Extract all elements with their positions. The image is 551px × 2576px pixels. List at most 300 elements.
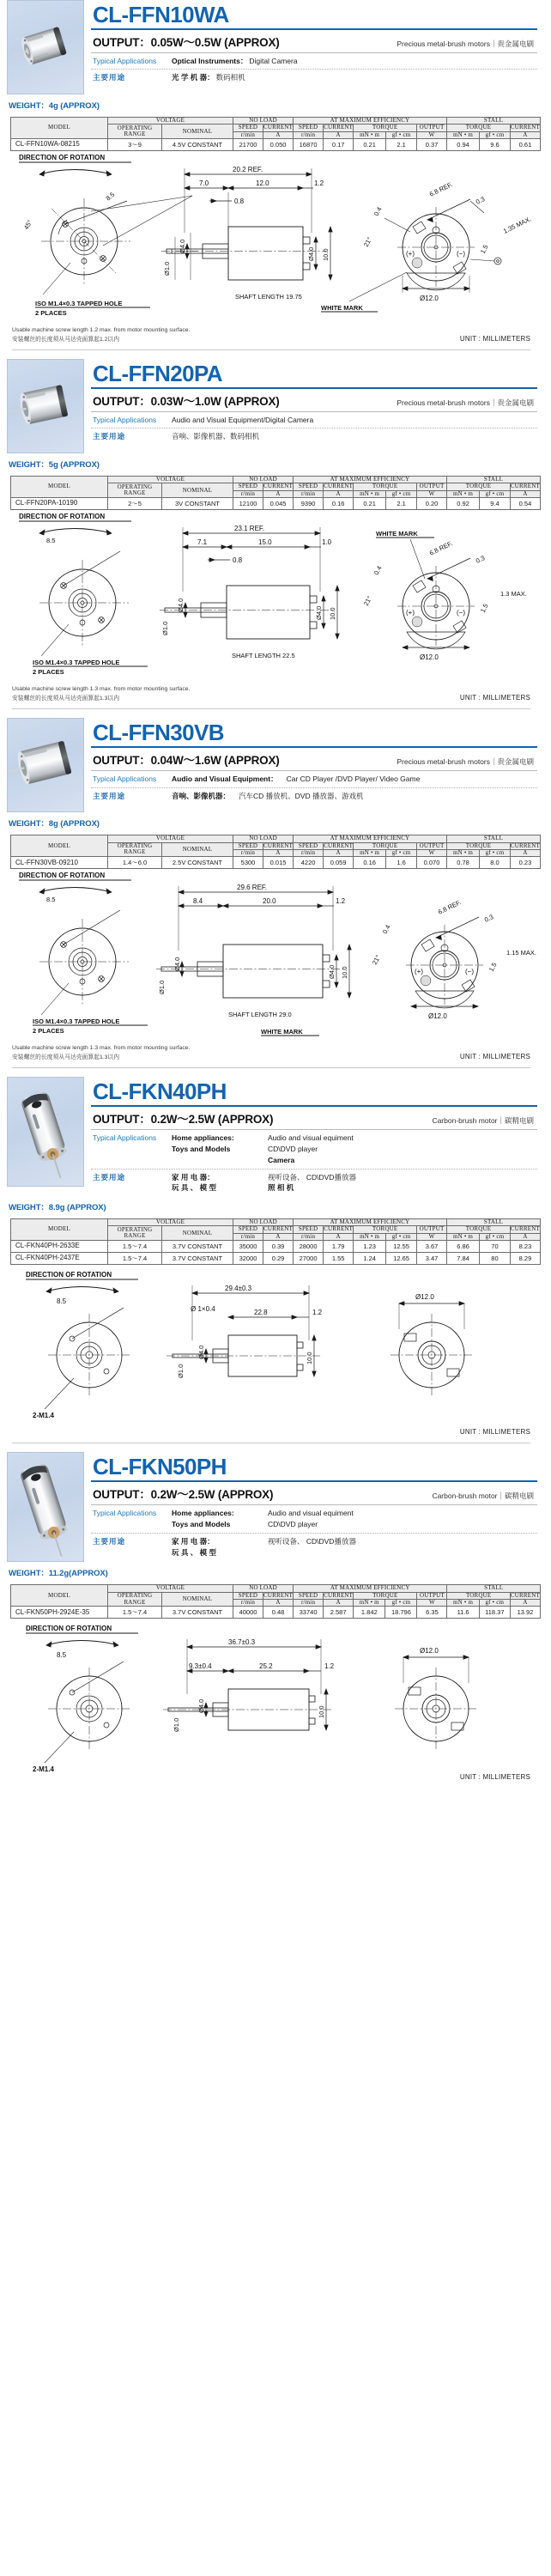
unit-me-gfcm: gf • cm: [386, 1233, 417, 1240]
th-nl-current: CURRENT: [263, 1591, 294, 1599]
dim-a-label: 8.4: [193, 897, 203, 906]
weight-label: WEIGHT：5g (APPROX): [9, 460, 100, 471]
total-length-label: 29.6 REF.: [237, 884, 268, 892]
terminal-minus-label: (−): [457, 609, 465, 617]
th-me-current: CURRENT: [324, 483, 354, 490]
th-me-output: OUTPUT: [417, 125, 447, 131]
th-me-current: CURRENT: [324, 1225, 354, 1233]
footer-notes: [7, 682, 537, 703]
th-nominal: NOMINAL: [162, 125, 233, 139]
cell-range: 1.5～7.4: [108, 1241, 162, 1253]
th-me-current: CURRENT: [324, 841, 354, 849]
cell-me-mnm: 1.24: [354, 1253, 386, 1265]
unit-note: UNIT : MILLIMETERS: [459, 334, 530, 343]
cell-stall-mnm: 0.94: [447, 139, 480, 151]
dim-a-label: 9.3±0.4: [189, 1662, 212, 1671]
cell-stall-gfcm: 9.6: [480, 139, 511, 151]
dim-b-label: 25.2: [259, 1662, 273, 1671]
shaft-length-label: SHAFT LENGTH 22.5: [232, 652, 295, 660]
unit-nl-speed: r/min: [233, 1233, 263, 1240]
th-me-current: CURRENT: [324, 1591, 354, 1599]
th-me-output: OUTPUT: [417, 842, 447, 849]
unit-nl-current: A: [263, 1233, 294, 1240]
dimension-drawing: [7, 1619, 551, 1774]
screw-note-cn: 安装螺丝的长度须从马达壳面算起1.2以内: [12, 336, 119, 343]
th-max-eff: AT MAXIMUM EFFICIENCY: [294, 477, 447, 483]
shaft-length-label: SHAFT LENGTH 19.75: [235, 293, 302, 301]
t15-label: 1.5: [478, 243, 490, 255]
th-nl-speed: SPEED: [233, 125, 263, 131]
th-me-torque: TORQUE: [354, 842, 417, 849]
dim-small-label: 0.8: [233, 556, 243, 565]
specification-table: [10, 117, 541, 151]
app-cat-en-0: Home appliances:: [172, 1509, 234, 1518]
th-stall-torque: TORQUE: [447, 1226, 511, 1233]
app-cat-en-2: Toys and Models: [172, 1145, 231, 1154]
cell-me-current: 1.79: [324, 1241, 354, 1253]
unit-stall-mnm: mN • m: [447, 1600, 479, 1607]
cell-range: 1.5～7.4: [108, 1607, 162, 1619]
unit-stall-mnm: mN • m: [447, 131, 480, 138]
app-cat-cn-1: 玩 具 、 模 型: [172, 1547, 216, 1557]
unit-stall-current: A: [510, 131, 540, 138]
th-me-torque: TORQUE: [354, 483, 417, 490]
unit-nl-speed: r/min: [233, 490, 263, 497]
th-voltage: VOLTAGE: [108, 1585, 233, 1592]
th-stall-torque: TORQUE: [447, 1592, 510, 1599]
unit-stall-current: A: [510, 490, 540, 497]
dimension-drawing: [7, 151, 551, 323]
th-me-speed: SPEED: [294, 1592, 324, 1599]
rotation-label: DIRECTION OF ROTATION: [26, 1271, 112, 1279]
th-stall-current: CURRENT: [510, 841, 540, 849]
cell-stall-current: 0.54: [510, 498, 540, 510]
product-photo: [7, 359, 84, 453]
cell-nominal: 2.5V CONSTANT: [162, 857, 233, 869]
page-title: CL-FKN40PH: [93, 1078, 227, 1105]
th-nl-speed: SPEED: [233, 483, 263, 490]
dimension-drawing: [7, 1265, 551, 1424]
product-section-fkn40ph: [0, 1077, 544, 1443]
tapped-hole-note: 2-M1.4: [33, 1412, 54, 1420]
th-no-load: NO LOAD: [233, 1219, 294, 1226]
th-stall-current: CURRENT: [510, 124, 540, 131]
terminal-ref-label: 6.8 REF.: [436, 898, 463, 917]
cell-nominal: 3.7V CONSTANT: [162, 1253, 233, 1265]
specification-table: [10, 835, 541, 869]
unit-me-w: W: [417, 1600, 447, 1607]
application-value-cn: 音响、影像机器、数码相机: [172, 432, 260, 441]
app-cat-cn-0: 家 用 电 器：: [172, 1172, 215, 1182]
tapped-hole-note: ISO M1.4×0.3 TAPPED HOLE: [33, 1018, 120, 1026]
unit-stall-mnm: mN • m: [447, 490, 480, 497]
dim-b-label: 12.0: [256, 179, 269, 188]
cell-range: 1.4～6.0: [108, 857, 162, 869]
typical-applications-label: Typical Applications: [93, 57, 157, 65]
cell-me-w: 0.37: [417, 139, 447, 151]
cell-nl-current: 0.045: [263, 498, 294, 510]
t04-label: 0.4: [380, 923, 392, 936]
pcd-label: 8.5: [46, 896, 56, 904]
boss-dia-label: Ø4.0: [197, 1699, 205, 1714]
app-cat-en-2: Toys and Models: [172, 1520, 231, 1529]
typical-applications-label: Typical Applications: [93, 775, 157, 784]
unit-me-gfcm: gf • cm: [386, 849, 417, 856]
rotation-label: DIRECTION OF ROTATION: [19, 872, 106, 880]
weight-label: WEIGHT：8g (APPROX): [9, 819, 100, 829]
cell-me-mnm: 1.23: [354, 1241, 386, 1253]
tapped-hole-places: 2 PLACES: [33, 1027, 64, 1036]
th-stall: STALL: [447, 118, 541, 125]
height-label: 10.0: [329, 607, 336, 621]
screw-note-cn: 安装螺丝的长度须从马达壳面算起1.3以内: [12, 695, 119, 702]
weight-label: WEIGHT：11.2g(APPROX): [9, 1569, 108, 1579]
unit-me-w: W: [417, 131, 447, 138]
cell-stall-gfcm: 118.37: [479, 1607, 510, 1619]
boss-dia-label: Ø4.0: [197, 1345, 205, 1360]
cell-me-mnm: 0.16: [354, 857, 386, 869]
unit-me-speed: r/min: [294, 131, 324, 138]
cell-stall-current: 8.23: [510, 1241, 540, 1253]
cell-model: CL-FKN40PH-2437E: [11, 1253, 108, 1265]
table-row: [11, 1241, 541, 1253]
unit-me-current: A: [324, 131, 354, 138]
t04-label: 0.4: [372, 564, 384, 577]
cell-stall-mnm: 0.92: [447, 498, 480, 510]
th-me-speed: SPEED: [294, 483, 324, 490]
th-nl-current: CURRENT: [263, 483, 294, 490]
cell-me-gfcm: 2.1: [386, 139, 417, 151]
output-spec: OUTPUT：0.2W～2.5W (APPROX): [93, 1488, 274, 1502]
application-category-en: Optical Instruments：: [172, 57, 248, 65]
application-category-cn: 光 学 机 器：: [172, 73, 215, 82]
height-label: 10.0: [318, 1705, 325, 1719]
cell-stall-mnm: 0.78: [447, 857, 480, 869]
output-spec: OUTPUT：0.04W～1.6W (APPROX): [93, 754, 280, 768]
app-cat-en-0: Home appliances:: [172, 1133, 234, 1143]
th-me-speed: SPEED: [294, 842, 324, 849]
section-divider: [12, 349, 530, 350]
screw-note-en: Usable machine screw length 1.3 max. from motor mounting surface.: [12, 686, 191, 693]
cell-me-speed: 4220: [294, 857, 324, 869]
cell-nl-speed: 40000: [233, 1607, 263, 1619]
output-spec: OUTPUT：0.05W～0.5W (APPROX): [93, 36, 280, 49]
boss-dia2-label: Ø4.0: [307, 246, 315, 262]
dim-c-label: 1.2: [336, 897, 346, 906]
th-nominal: NOMINAL: [162, 1226, 233, 1241]
height-label: 10.0: [322, 248, 330, 262]
th-stall: STALL: [447, 835, 541, 842]
pcd-label: 8.5: [57, 1297, 67, 1306]
cell-me-gfcm: 2.1: [386, 498, 417, 510]
th-operating-range: OPERATING RANGE: [108, 1226, 162, 1241]
unit-me-current: A: [324, 1600, 354, 1607]
th-stall-current: CURRENT: [510, 483, 540, 490]
th-me-speed: SPEED: [294, 125, 324, 131]
screw-note-en: Usable machine screw length 1.3 max. from motor mounting surface.: [12, 1045, 191, 1052]
cell-me-current: 0.059: [324, 857, 354, 869]
th-me-torque: TORQUE: [354, 125, 417, 131]
terminal-ref-label: 6.8 REF.: [427, 539, 454, 557]
t135-label: 1.3 MAX.: [500, 590, 527, 598]
cell-me-w: 3.47: [417, 1253, 447, 1265]
unit-note: UNIT : MILLIMETERS: [459, 1052, 530, 1060]
cell-range: 2～5: [108, 498, 162, 510]
app-cat-cn-0: 家 用 电 器：: [172, 1536, 215, 1546]
th-max-eff: AT MAXIMUM EFFICIENCY: [294, 118, 447, 125]
boss-dia-label: Ø4.0: [179, 239, 186, 254]
th-stall: STALL: [447, 477, 541, 483]
boss-dia2-label: Ø4.0: [328, 964, 336, 980]
app-val-cn-1: 照 相 机: [268, 1183, 294, 1193]
cell-nl-speed: 5300: [233, 857, 263, 869]
shaft-dia-label: Ø1.0: [173, 1718, 180, 1733]
t03-label: 0.3: [474, 195, 487, 206]
applications-label-cn: 主要用途: [93, 1172, 126, 1182]
tapped-hole-note: ISO M1.4×0.3 TAPPED HOLE: [35, 300, 123, 308]
page-title: CL-FFN30VB: [93, 720, 224, 746]
th-operating-range: OPERATING RANGE: [108, 483, 162, 498]
table-row: [11, 1253, 541, 1265]
unit-me-current: A: [324, 490, 354, 497]
cell-nl-current: 0.015: [263, 857, 294, 869]
dim-b-label: 15.0: [258, 538, 272, 547]
product-photo: [7, 718, 84, 812]
unit-me-gfcm: gf • cm: [386, 131, 417, 138]
t135-label: 1.15 MAX.: [506, 949, 537, 957]
th-voltage: VOLTAGE: [108, 1219, 233, 1226]
unit-stall-current: A: [510, 1233, 540, 1240]
terminal-ref-label: 6.8 REF.: [427, 180, 454, 198]
footer-notes: [7, 1041, 537, 1062]
th-nominal: NOMINAL: [162, 1592, 233, 1607]
table-row: [11, 1607, 541, 1619]
typical-applications-label: Typical Applications: [93, 1133, 157, 1143]
white-mark-label: WHITE MARK: [321, 304, 363, 313]
screw-note-cn: 安装螺丝的长度须从马达壳面算起1.3以内: [12, 1054, 119, 1060]
unit-me-speed: r/min: [294, 1600, 324, 1607]
pcd-label: 8.5: [46, 537, 56, 545]
th-no-load: NO LOAD: [233, 835, 294, 842]
th-stall-torque: TORQUE: [447, 842, 511, 849]
pcd-label: 8.5: [104, 190, 117, 203]
rotation-label: DIRECTION OF ROTATION: [19, 513, 106, 521]
th-me-torque: TORQUE: [354, 1226, 417, 1233]
total-length-label: 23.1 REF.: [234, 525, 265, 533]
app-val-en-0: Audio and visual equiment: [268, 1509, 354, 1518]
cell-stall-mnm: 6.86: [447, 1241, 480, 1253]
weight-label: WEIGHT：4g (APPROX): [9, 101, 100, 111]
cell-nl-current: 0.48: [263, 1607, 294, 1619]
cell-me-current: 0.16: [324, 498, 354, 510]
cell-stall-gfcm: 9.4: [480, 498, 511, 510]
th-model: MODEL: [11, 477, 108, 498]
unit-me-gfcm: gf • cm: [385, 1600, 417, 1607]
th-operating-range: OPERATING RANGE: [108, 125, 162, 139]
dimension-drawing: [7, 869, 551, 1041]
applications-label-cn: 主要用途: [93, 432, 126, 441]
unit-me-mnm: mN • m: [354, 490, 386, 497]
th-stall-torque: TORQUE: [447, 125, 511, 131]
cell-me-speed: 33740: [294, 1607, 324, 1619]
cell-me-gfcm: 12.65: [386, 1253, 417, 1265]
th-model: MODEL: [11, 1585, 108, 1607]
cell-me-w: 3.67: [417, 1241, 447, 1253]
terminal-plus-label: (+): [406, 609, 415, 617]
cell-model: CL-FFN20PA-10190: [11, 498, 108, 510]
product-section-ffn30vb: [0, 718, 544, 1068]
t03-label: 0.3: [474, 554, 487, 565]
unit-nl-current: A: [263, 490, 294, 497]
unit-stall-mnm: mN • m: [447, 849, 480, 856]
cell-nl-speed: 12100: [233, 498, 263, 510]
th-no-load: NO LOAD: [233, 118, 294, 125]
th-voltage: VOLTAGE: [108, 835, 233, 842]
t21-label: 21°: [370, 953, 383, 967]
cell-model: CL-FKN50PH-2924E-35: [11, 1607, 108, 1619]
application-value-cn: 汽车CD 播放机、DVD 播放器、游戏机: [239, 791, 364, 800]
brush-type-label: Carbon-brush motor｜碳精电刷: [432, 1116, 534, 1126]
cell-me-current: 0.17: [324, 139, 354, 151]
pcd-label: 8.5: [57, 1651, 67, 1660]
dim-small-label: 0.8: [234, 197, 245, 206]
unit-nl-current: A: [263, 1600, 294, 1607]
th-stall-torque: TORQUE: [447, 483, 511, 490]
weight-label: WEIGHT：8.9g (APPROX): [9, 1203, 106, 1213]
dim-a-label: 7.0: [199, 179, 209, 188]
cell-me-speed: 27000: [294, 1253, 324, 1265]
cell-stall-gfcm: 80: [480, 1253, 511, 1265]
unit-nl-current: A: [263, 131, 294, 138]
dim-c-label: 1.2: [312, 1309, 323, 1317]
unit-nl-speed: r/min: [233, 131, 263, 138]
dimension-drawing: [7, 510, 551, 682]
t03-label: 0.3: [482, 913, 495, 925]
shaft-dia-label: Ø1.0: [158, 980, 166, 995]
th-me-output: OUTPUT: [417, 483, 447, 490]
unit-note: UNIT : MILLIMETERS: [459, 1773, 530, 1782]
th-no-load: NO LOAD: [233, 1585, 294, 1592]
cell-me-gfcm: 18.796: [385, 1607, 417, 1619]
th-me-torque: TORQUE: [354, 1592, 417, 1599]
cell-me-speed: 16870: [294, 139, 324, 151]
application-category-en: Audio and Visual Equipment：: [172, 775, 278, 784]
cell-me-current: 1.55: [324, 1253, 354, 1265]
typical-applications-label: Typical Applications: [93, 416, 157, 425]
unit-me-speed: r/min: [294, 849, 324, 856]
cell-me-mnm: 0.21: [354, 139, 386, 151]
table-row: [11, 857, 541, 869]
screw-note-en: Usable machine screw length 1.2 max. from motor mounting surface.: [12, 327, 191, 334]
unit-me-mnm: mN • m: [354, 1600, 385, 1607]
unit-me-w: W: [417, 1233, 447, 1240]
applications-label-cn: 主要用途: [93, 1536, 126, 1546]
cell-me-gfcm: 1.6: [386, 857, 417, 869]
rotation-label: DIRECTION OF ROTATION: [26, 1625, 112, 1633]
rotation-label: DIRECTION OF ROTATION: [19, 154, 106, 162]
unit-me-gfcm: gf • cm: [386, 490, 417, 497]
th-max-eff: AT MAXIMUM EFFICIENCY: [294, 1219, 447, 1226]
brush-type-label: Precious metal-brush motors｜贵金属电刷: [397, 39, 534, 48]
tapped-hole-note: 2-M1.4: [33, 1765, 54, 1774]
table-row: [11, 498, 541, 510]
output-spec: OUTPUT：0.2W～2.5W (APPROX): [93, 1113, 274, 1127]
unit-me-mnm: mN • m: [354, 849, 386, 856]
unit-nl-current: A: [263, 849, 294, 856]
product-section-fkn50ph: [0, 1452, 544, 1783]
page-title: CL-FFN20PA: [93, 361, 222, 387]
th-model: MODEL: [11, 1219, 108, 1241]
unit-stall-current: A: [510, 849, 540, 856]
total-length-label: 36.7±0.3: [228, 1638, 256, 1647]
body-dia-label: Ø12.0: [428, 1012, 447, 1021]
dim-c-label: 1.2: [324, 1662, 335, 1671]
cell-me-w: 0.070: [417, 857, 447, 869]
th-stall: STALL: [447, 1585, 541, 1592]
th-model: MODEL: [11, 835, 108, 857]
th-nominal: NOMINAL: [162, 842, 233, 857]
th-no-load: NO LOAD: [233, 477, 294, 483]
page-title: CL-FFN10WA: [93, 2, 229, 27]
t15-label: 1.5: [478, 602, 490, 615]
cell-nl-speed: 21700: [233, 139, 263, 151]
cell-stall-mnm: 7.84: [447, 1253, 480, 1265]
terminal-plus-label: (+): [406, 250, 415, 258]
cell-model: CL-FKN40PH-2633E: [11, 1241, 108, 1253]
app-val-en-2: Camera: [268, 1155, 295, 1164]
th-operating-range: OPERATING RANGE: [108, 842, 162, 857]
cell-stall-gfcm: 8.0: [480, 857, 511, 869]
cell-nl-current: 0.050: [263, 139, 294, 151]
cell-me-mnm: 0.21: [354, 498, 386, 510]
product-photo: [7, 1077, 84, 1187]
cell-stall-gfcm: 70: [480, 1241, 511, 1253]
th-nl-current: CURRENT: [263, 124, 294, 131]
output-spec: OUTPUT：0.03W～1.0W (APPROX): [93, 395, 280, 409]
table-row: [11, 139, 541, 151]
unit-me-mnm: mN • m: [354, 1233, 386, 1240]
unit-stall-current: A: [510, 1600, 540, 1607]
cell-me-speed: 9390: [294, 498, 324, 510]
specification-table: [10, 476, 541, 510]
body-dia-label: Ø12.0: [415, 1293, 434, 1302]
cell-model: CL-FFN10WA-08215: [11, 139, 108, 151]
t135-label: 1.35 MAX.: [501, 215, 533, 235]
total-length-label: 20.2 REF.: [233, 166, 263, 174]
th-nl-current: CURRENT: [263, 1225, 294, 1233]
unit-stall-gfcm: gf • cm: [480, 849, 511, 856]
terminal-plus-label: (+): [415, 968, 423, 976]
unit-me-speed: r/min: [294, 1233, 324, 1240]
shaft-length-label: SHAFT LENGTH 29.0: [228, 1011, 292, 1019]
shaft-dia-label: Ø1.0: [163, 261, 171, 276]
th-nl-speed: SPEED: [233, 1226, 263, 1233]
th-stall: STALL: [447, 1219, 541, 1226]
typical-applications-label: Typical Applications: [93, 1509, 157, 1518]
cell-nl-speed: 35000: [233, 1241, 263, 1253]
application-value-en: Car CD Player /DVD Player/ Video Game: [286, 775, 421, 784]
footer-notes: [7, 323, 537, 344]
th-me-output: OUTPUT: [417, 1226, 447, 1233]
th-stall-current: CURRENT: [510, 1225, 540, 1233]
cell-me-mnm: 1.842: [354, 1607, 385, 1619]
th-nl-current: CURRENT: [263, 841, 294, 849]
angle-label: 45°: [21, 218, 34, 232]
app-val-cn-0: 视听设备、 CD\DVD播放器: [268, 1172, 356, 1182]
unit-me-w: W: [417, 849, 447, 856]
applications-label-cn: 主要用途: [93, 73, 126, 82]
shaft-dia-label: Ø1.0: [177, 1364, 185, 1379]
